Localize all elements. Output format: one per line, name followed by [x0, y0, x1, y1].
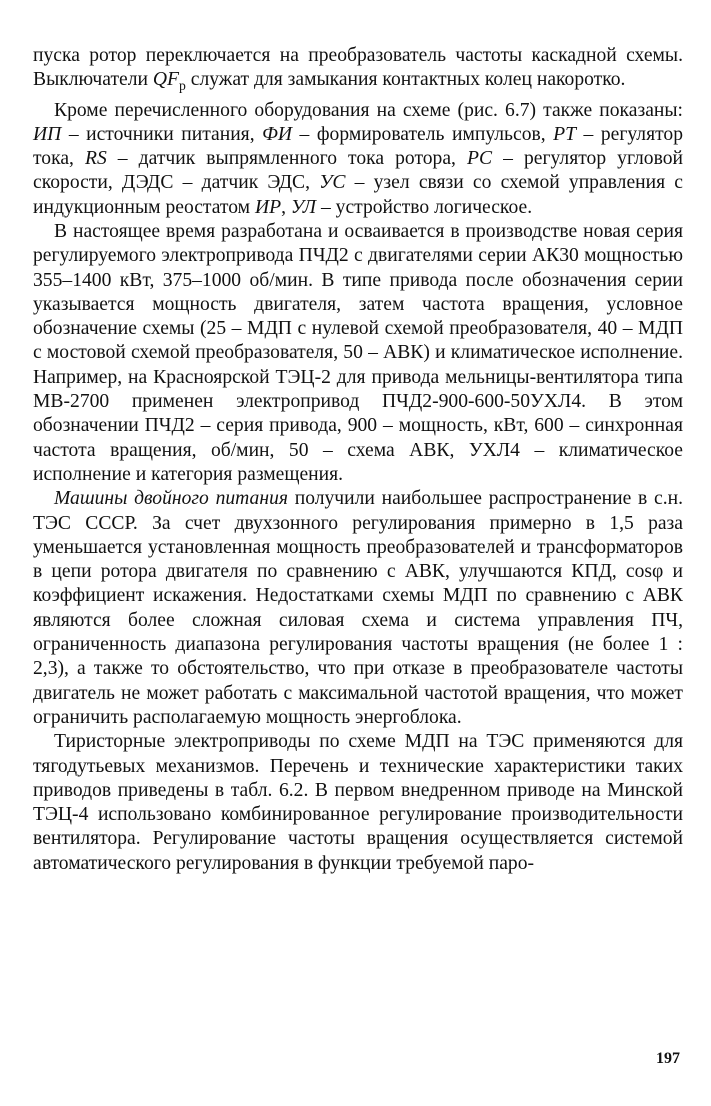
paragraph [33, 44, 683, 99]
text-run: ФИ [262, 123, 293, 145]
text-run: получили наибольшее распространение в с.н. ТЭС СССР. За счет двухзонного регулирования примерно в 1,5 раза уменьшается установленная мощность преобразователей и трансформаторов в цепи ротора двигателя по сравнению с АВК, улучшаются КПД, cosφ и коэффициент искажения. Недостатками схемы МДП по сравнению с АВК являются более сложная силовая схема и система управления ПЧ, ограниченность диапазона регулирования частоты вращения (не более 1 : 2,3), а также то обстоятельство, что при отказе в преобразователе частоты двигатель не может работать с максимальной частотой вращения, что может ограничить располагаемую мощность энергоблока. [33, 488, 683, 728]
paragraph [33, 730, 683, 876]
text-run: служат для замыкания контактных колец накоротко. [185, 69, 626, 91]
text-run: – устройство логическое. [316, 196, 533, 218]
text-run: – узел связи со схемой управления с индукционным реостатом [33, 172, 684, 218]
text-run: УС [319, 172, 346, 194]
text-run: – регулятор угловой скорости, ДЭДС – датчик ЭДС, [33, 148, 683, 194]
body-text [33, 44, 683, 876]
text-run: РС [467, 148, 493, 170]
text-run: В настоящее время разработана и осваивается в производстве новая серия регулируемого электропривода ПЧД2 с двигателями серии АК30 мощностью 355–1400 кВт, 375–1000 об/мин. В типе привода после обозначения серии указывается мощность двигателя, затем частота вращения, условное обозначение схемы (25 – МДП с нулевой схемой преобразователя, 40 – МДП с мостовой схемой преобразователя, 50 – АВК) и климатическое исполнение. Например, на Красноярской ТЭЦ-2 для привода мельницы-вентилятора типа МВ-2700 применен электропривод ПЧД2-900-600-50УХЛ4. В этом обозначении ПЧД2 – серия привода, 900 – мощность, кВт, 600 – синхронная частота вращения, об/мин, 50 – схема АВК, УХЛ4 – климатическое исполнение и категория размещения. [33, 220, 683, 485]
text-run: Машины двойного питания [54, 488, 288, 510]
page-number: 197 [656, 1050, 680, 1067]
text-run: ИП [33, 123, 62, 145]
text-run: Тиристорные электроприводы по схеме МДП на ТЭС применяются для тягодутьевых механизмов. Перечень и технические характеристики таких приводов приведены в табл. 6.2. В первом внедренном приводе на Минской ТЭЦ-4 использовано комбинированное регулирование производительности вентилятора. Регулирование частоты вращения осуществляется системой автоматического регулирования в функции требуемой паро- [33, 731, 683, 874]
text-run: RS [84, 148, 107, 170]
text-run: РТ [553, 123, 577, 145]
text-run: – датчик выпрямленного тока ротора, [106, 148, 468, 170]
paragraph [33, 99, 683, 220]
text-run: пуска ротор переключается на преобразователь частоты каскадной схемы. Выключатели [33, 45, 683, 91]
text-run: – регулятор тока, [33, 123, 683, 170]
text-run: – формирователь импульсов, [292, 123, 554, 145]
paragraph [33, 220, 683, 487]
text-run: ИР [254, 196, 282, 218]
text-run: QF [152, 69, 180, 91]
text-run: – источники питания, [61, 123, 263, 145]
text-run: , [281, 196, 291, 218]
text-run: Кроме перечисленного оборудования на схеме (рис. 6.7) также показаны: [54, 99, 683, 121]
text-run: УЛ [290, 196, 317, 218]
paragraph [33, 487, 683, 730]
text-run: р [179, 78, 186, 94]
